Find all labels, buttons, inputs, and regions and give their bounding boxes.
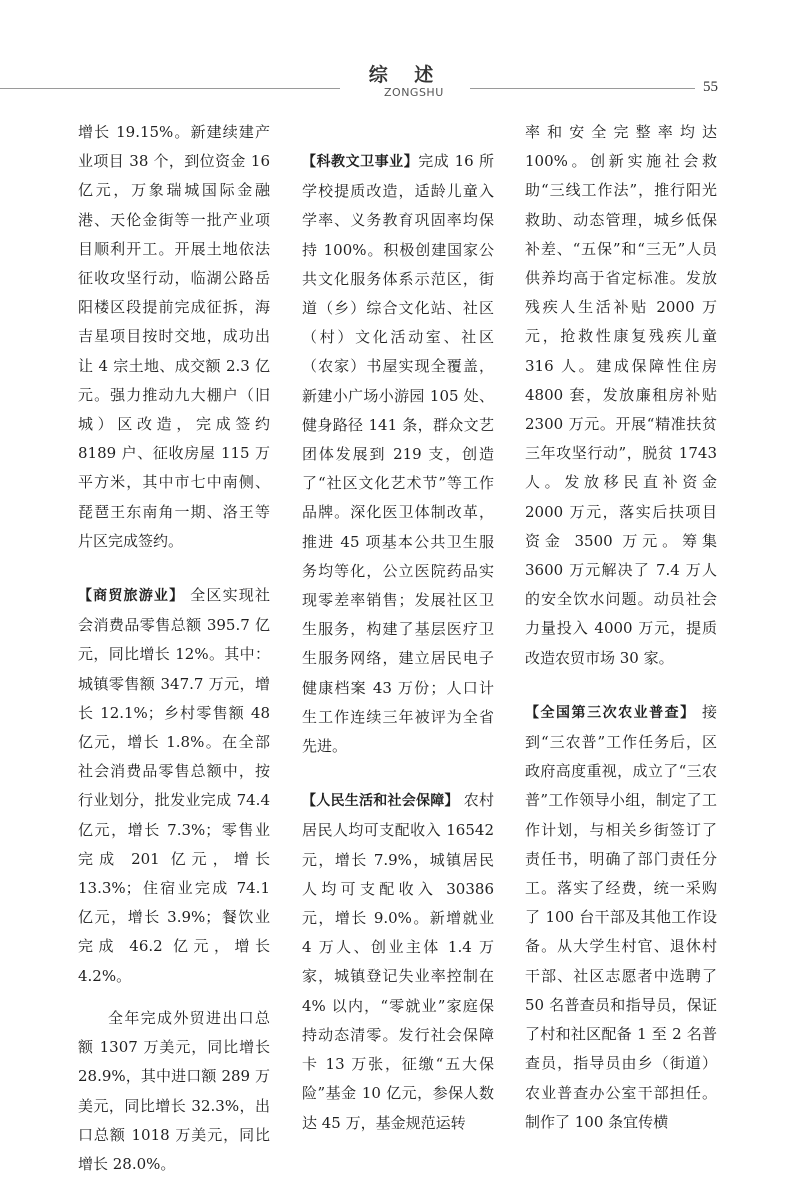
section-heading-commerce: 【商贸旅游业】 bbox=[78, 588, 185, 605]
section-body-census: 接到“三农普”工作任务后，区政府高度重视，成立了“三农普”工作领导小组，制定了工作计划，与相关乡街签订了责任书，明确了部门责任分工。落实了经费，统一采购了 100 台干部及其他工作设备。从大学生村官、退休村干部、社区志愿者中选聘了 50 名普查员和指导员，保证了村和社区配备 1 至 2 名普查员，指导员由乡（街道）农业普查办公室干部担任。制作了 100 条宜传横 bbox=[525, 702, 717, 1131]
paragraph-social-assistance: 率和安全完整率均达 100%。创新实施社会救助“三线工作法”，推行阳光救助、动态管理，城乡低保补差、“五保”和“三无”人员供养均高于省定标准。发放残疾人生活补贴 2000 万元，抢救性康复残疾儿童 316 人。建成保障性住房 4800 套，发放廉租房补贴 2300 万元。开展“精准扶贫三年攻坚行动”，脱贫 1743 人。发放移民直补资金 2000 万元，落实后扶项目资金 3500 万元。筹集 3600 万元解决了 7.4 万人的安全饮水问题。动员社会力量投入 4000 万元，提质改造农贸市场 30 家。 bbox=[525, 123, 717, 667]
page-number: 55 bbox=[703, 79, 718, 95]
paragraph-industry-projects: 增长 19.15%。新建续建产业项目 38 个，到位资金 16 亿元，万象瑞城国际金融港、天伦金街等一批产业项目顺利开工。开展土地依法征收攻坚行动，临湖公路岳阳楼区段提前完成征拆，海吉星项目按时交地，成功出让 4 宗土地、成交额 2.3 亿元。强力推动九大棚户（旧城）区改造，完成签约 8189 户、征收房屋 115 万平方米，其中市七中南侧、琵琶王东南角一期、洛王等片区完成签约。 bbox=[78, 123, 270, 550]
section-science-education bbox=[302, 147, 494, 761]
section-body-commerce: 全区实现社会消费品零售总额 395.7 亿元，同比增长 12%。其中：城镇零售额 347.7 万元，增长 12.1%；乡村零售额 48 亿元，增长 1.8%。在全部社会消费品零售总额中，按行业划分，批发业完成 74.4 亿元，增长 7.3%；零售业完成 201 亿元，增长 13.3%；住宿业完成 74.1 亿元，增长 3.9%；餐饮业完成 46.2 亿元，增长 4.2%。 bbox=[78, 586, 270, 985]
section-body-livelihood: 农村居民人均可支配收入 16542 元，增长 7.9%，城镇居民人均可支配收入 30386 元，增长 9.0%。新增就业 4 万人、创业主体 1.4 万家，城镇登记失业率控制在 4% 以内，“零就业”家庭保持动态清零。发行社会保障卡 13 万张，征缴“五大保险”基金 10 亿元，参保人数达 45 万，基金规范运转 bbox=[302, 791, 494, 1132]
column-2 bbox=[302, 118, 494, 1138]
header-rule-left bbox=[0, 88, 340, 89]
section-commerce-tourism bbox=[78, 581, 270, 991]
section-heading-science: 【科教文卫事业】 bbox=[302, 154, 419, 170]
section-livelihood-security bbox=[302, 786, 494, 1137]
section-title-en: ZONGSHU bbox=[384, 86, 444, 99]
section-body-science: 完成 16 所学校提质改造，适龄儿童入学率、义务教育巩固率均保持 100%。积极创建国家公共文化服务体系示范区，街道（乡）综合文化站、社区（村）文化活动室、社区（农家）书屋实现全覆盖，新建小广场小游园 105 处、健身路径 141 条，群众文艺团体发展到 219 支，创造了“社区文化艺术节”等工作品牌。深化医卫体制改革，推进 45 项基本公共卫生服务均等化，公立医院药品实现零差率销售；发展社区卫生服务，构建了基层医疗卫生服务网络，建立居民电子健康档案 43 万份；人口计生工作连续三年被评为全省先进。 bbox=[302, 152, 494, 756]
column-1 bbox=[78, 118, 270, 1179]
section-agricultural-census bbox=[525, 698, 717, 1137]
header-rule-right bbox=[470, 88, 695, 89]
paragraph-foreign-trade: 全年完成外贸进出口总额 1307 万美元，同比增长 28.9%，其中进口额 289 万美元，同比增长 32.3%，出口总额 1018 万美元，同比增长 28.0%。 bbox=[78, 1008, 270, 1173]
section-heading-livelihood: 【人民生活和社会保障】 bbox=[302, 793, 459, 810]
section-heading-census: 【全国第三次农业普查】 bbox=[525, 704, 696, 721]
section-title: 综 述 bbox=[368, 64, 444, 86]
column-3 bbox=[525, 118, 717, 1137]
